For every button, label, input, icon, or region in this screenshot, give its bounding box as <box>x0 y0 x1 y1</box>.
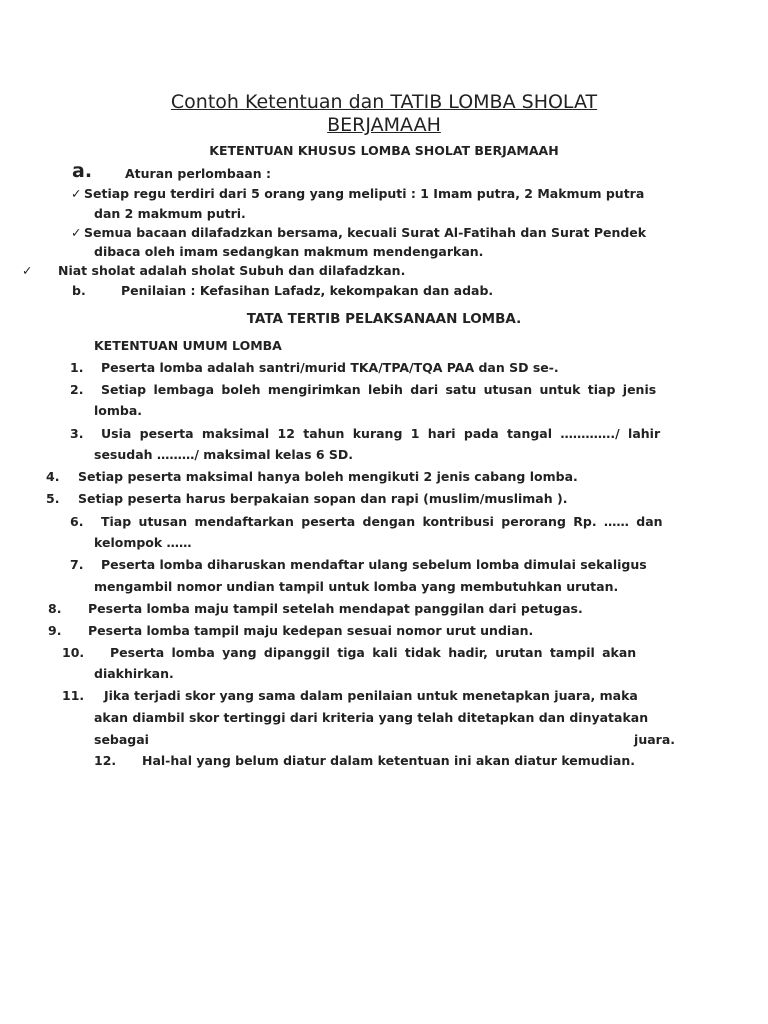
rule-number: 8. <box>48 601 62 616</box>
rule-6-line2: kelompok …… <box>94 535 192 550</box>
rule-5-line1: Setiap peserta harus berpakaian sopan dan rapi (muslim/muslimah ). <box>78 491 568 506</box>
rule-7-line2: mengambil nomor undian tampil untuk lomba yang membutuhkan urutan. <box>94 579 619 594</box>
rule-a1-line2: dan 2 makmum putri. <box>94 206 246 221</box>
rule-number: 6. <box>70 514 84 529</box>
rule-number: 4. <box>46 469 60 484</box>
rule-number: 12. <box>94 753 117 768</box>
rule-number: 5. <box>46 491 60 506</box>
rule-number: 7. <box>70 557 84 572</box>
rule-11-line3-end: juara. <box>634 732 675 747</box>
rule-8-line1: Peserta lomba maju tampil setelah mendapat panggilan dari petugas. <box>88 601 583 616</box>
rule-number: 2. <box>70 382 84 397</box>
rule-3-line2: sesudah ………/ maksimal kelas 6 SD. <box>94 447 354 462</box>
rule-number: 3. <box>70 426 84 441</box>
rule-a3-line1: Niat sholat adalah sholat Subuh dan dilafadzkan. <box>58 263 406 278</box>
rule-3-line1: Usia peserta maksimal 12 tahun kurang 1 hari pada tangal …………./ lahir <box>101 426 661 441</box>
heading-ketentuan-umum: KETENTUAN UMUM LOMBA <box>94 338 282 353</box>
rule-2-line1-text: Setiap lembaga boleh mengirimkan lebih dari satu utusan untuk tiap jenis <box>101 382 657 397</box>
heading-tata-tertib: TATA TERTIB PELAKSANAAN LOMBA. <box>246 311 522 327</box>
check-icon: ✓ <box>71 225 82 240</box>
rule-11-line3 <box>94 732 675 748</box>
rule-9-line1: Peserta lomba tampil maju kedepan sesuai nomor urut undian. <box>88 623 534 638</box>
check-icon: ✓ <box>71 186 82 201</box>
rule-number: 10. <box>62 645 85 660</box>
section-a-marker: a. <box>72 160 93 182</box>
rule-number: 9. <box>48 623 62 638</box>
subtitle-ketentuan-khusus: KETENTUAN KHUSUS LOMBA SHOLAT BERJAMAAH <box>209 143 559 158</box>
rule-10-line1: Peserta lomba yang dipanggil tiga kali tidak hadir, urutan tampil akan <box>110 645 637 660</box>
section-a-label: Aturan perlombaan : <box>125 166 271 181</box>
rule-a1-line1: Setiap regu terdiri dari 5 orang yang meliputi : 1 Imam putra, 2 Makmum putra <box>84 186 645 201</box>
rule-2-line1 <box>101 382 674 398</box>
section-b-marker: b. <box>72 283 86 298</box>
rule-1-line1: Peserta lomba adalah santri/murid TKA/TPA/TQA PAA dan SD se-. <box>101 360 559 375</box>
rule-7-line1: Peserta lomba diharuskan mendaftar ulang sebelum lomba dimulai sekaligus <box>101 557 647 572</box>
rule-a2-line2: dibaca oleh imam sedangkan makmum mendengarkan. <box>94 244 484 259</box>
rule-11-line3-start: sebagai <box>94 732 149 747</box>
rule-12-line1: Hal-hal yang belum diatur dalam ketentuan ini akan diatur kemudian. <box>142 753 636 768</box>
document-title-line2: BERJAMAAH <box>327 114 441 136</box>
section-b-label: Penilaian : Kefasihan Lafadz, kekompakan dan adab. <box>121 283 494 298</box>
rule-a2-line1: Semua bacaan dilafadzkan bersama, kecuali Surat Al-Fatihah dan Surat Pendek <box>84 225 647 240</box>
rule-number: 1. <box>70 360 84 375</box>
rule-2-line2: lomba. <box>94 403 143 418</box>
rule-number: 11. <box>62 688 85 703</box>
rule-4-line1: Setiap peserta maksimal hanya boleh mengikuti 2 jenis cabang lomba. <box>78 469 578 484</box>
document-title-line1: Contoh Ketentuan dan TATIB LOMBA SHOLAT <box>170 91 598 113</box>
rule-6-line1: Tiap utusan mendaftarkan peserta dengan kontribusi perorang Rp. …… dan <box>101 514 663 529</box>
rule-11-line1: Jika terjadi skor yang sama dalam penilaian untuk menetapkan juara, maka <box>104 688 638 703</box>
check-icon: ✓ <box>22 263 33 278</box>
rule-10-line2: diakhirkan. <box>94 666 174 681</box>
rule-11-line2: akan diambil skor tertinggi dari kriteria yang telah ditetapkan dan dinyatakan <box>94 710 649 725</box>
